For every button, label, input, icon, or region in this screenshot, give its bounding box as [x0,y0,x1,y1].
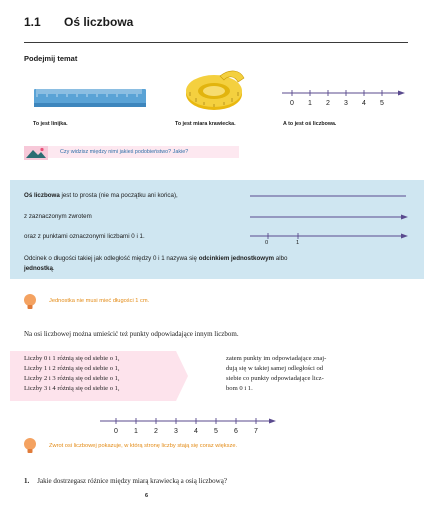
difference-line: Liczby 1 i 2 różnią się od siebie o 1, [24,365,120,372]
axis-tick-label: 1 [134,428,138,435]
definition-line-3: oraz z punktami oznaczonymi liczbami 0 i 1. [24,233,145,240]
lightbulb-icon [23,437,37,455]
axis-tick-label: 7 [254,428,258,435]
tip-axis-direction: Zwrot osi liczbowej pokazuje, w którą stronę liczby stają się coraz większe. [49,443,238,449]
axis-tick-label: 0 [290,100,294,107]
arrow-head [401,215,408,220]
axis-tick-label: 1 [308,100,312,107]
definition-line-1-rest: jest to prosta (nie ma początku ani końca), [59,192,178,199]
axis-caption: A to jest oś liczbowa. [283,121,337,127]
differences-list [24,354,120,394]
page-number: 6 [145,493,149,499]
lightbulb-icon [23,293,37,311]
exercise-1 [24,477,227,485]
axis-tick-label: 3 [174,428,178,435]
ruler-image [34,89,146,107]
tape-caption: To jest miara krawiecka. [175,121,236,127]
tape-measure-image [180,64,248,112]
exercise-text: Jakie dostrzegasz różnice między miarą krawiecką a osią liczbową? [37,477,227,485]
axis-tick-label: 0 [114,428,118,435]
difference-line: Liczby 0 i 1 różnią się od siebie o 1, [24,355,120,362]
term-odcinek-jednostkowy: odcinkiem jednostkowym [198,255,275,262]
conclusion-line: siebie co punkty odpowiadające licz- [226,375,324,382]
header-divider [24,42,408,43]
term-os-liczbowa: Oś liczbowa [24,192,60,199]
unit-definition [24,254,414,274]
question-text: Czy widzisz między nimi jakieś podobieństwo? Jakie? [60,149,189,155]
unit-definition-pre: Odcinek o długości takiej jak odległość między 0 i 1 nazywa się [24,255,199,262]
definition-line-2: z zaznaczonym zwrotem [24,213,92,220]
axis-tick-label: 6 [234,428,238,435]
conclusion-text [226,354,386,394]
unit-definition-mid: albo [274,255,288,262]
axis-tick-label: 2 [154,428,158,435]
subheading: Podejmij temat [24,54,78,63]
definition-line-1 [24,192,178,199]
section-number: 1.1 [24,15,41,29]
mini-label-0: 0 [265,240,269,246]
tip-unit-length: Jednostka nie musi mieć długości 1 cm. [49,298,150,304]
unit-definition-end: . [52,265,55,272]
axis-tick-label: 4 [194,428,198,435]
intro-number-axis [280,86,408,108]
page-title: Oś liczbowa [64,15,134,29]
axis-tick-label: 5 [214,428,218,435]
axis-tick-label: 5 [380,100,384,107]
paragraph: Na osi liczbowej można umieścić też punkty odpowiadające innym liczbom. [24,330,239,338]
difference-line: Liczby 3 i 4 różnią się od siebie o 1, [24,385,120,392]
mountains-icon [24,146,48,160]
conclusion-line: zatem punkty im odpowiadające znaj- [226,355,327,362]
term-jednostka: jednostką [24,265,53,272]
conclusion-line: dują się w takiej samej odległości od [226,365,324,372]
ruler-caption: To jest linijka. [33,121,68,127]
arrow-head [401,234,408,239]
mini-label-1: 1 [296,240,300,246]
difference-line: Liczby 2 i 3 różnią się od siebie o 1, [24,375,120,382]
axis-tick-label: 2 [326,100,330,107]
exercise-number: 1. [24,477,30,485]
axis-tick-label: 3 [344,100,348,107]
axis-tick-label: 4 [362,100,366,107]
main-number-axis [98,414,280,436]
definition-lines-illustration [248,190,410,250]
conclusion-line: bom 0 i 1. [226,385,253,392]
